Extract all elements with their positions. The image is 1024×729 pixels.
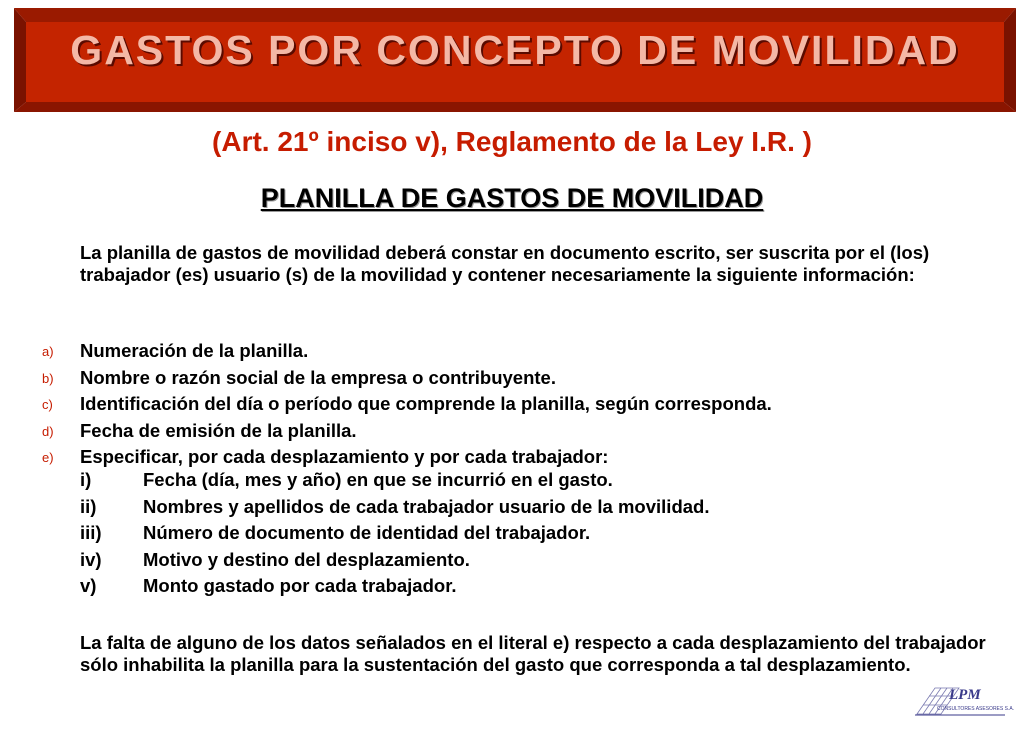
sub-list-item bbox=[0, 494, 1000, 521]
sub-list-text: Número de documento de identidad del trabajador. bbox=[143, 522, 591, 543]
logo-name: LPM bbox=[949, 687, 981, 703]
subtitle: (Art. 21º inciso v), Reglamento de la Ley I.R. ) bbox=[212, 126, 812, 157]
sub-list-item bbox=[0, 573, 1000, 600]
sub-list-number: iv) bbox=[80, 548, 102, 570]
logo-tagline: CONSULTORES ASESORES S.A. bbox=[937, 706, 1015, 712]
sub-list-text: Nombres y apellidos de cada trabajador usuario de la movilidad. bbox=[143, 495, 710, 517]
closing-paragraph: La falta de alguno de los datos señalados en el literal e) respecto a cada desplazamiento del trabajador sólo inhabilita la planilla para la sustentación del gasto que corresponda a tal desplazamiento. bbox=[80, 632, 986, 675]
sub-list-number: v) bbox=[80, 575, 97, 596]
list-letter: d) bbox=[42, 423, 54, 439]
list-letter: a) bbox=[42, 344, 54, 359]
list-item-text: Numeración de la planilla. bbox=[80, 340, 309, 361]
list-item bbox=[0, 418, 1000, 445]
list-item bbox=[0, 365, 1000, 392]
sub-list-number: ii) bbox=[80, 495, 97, 517]
sub-list-number: iii) bbox=[80, 522, 102, 543]
sub-list-number: i) bbox=[80, 469, 92, 490]
list-item-text: Identificación del día o período que comprende la planilla, según corresponda. bbox=[80, 393, 772, 414]
list-item-text: Nombre o razón social de la empresa o contribuyente. bbox=[80, 366, 556, 388]
title-banner bbox=[14, 8, 1016, 116]
list-item-text: Especificar, por cada desplazamiento y por cada trabajador: bbox=[80, 446, 609, 467]
sub-list-item bbox=[0, 520, 1000, 547]
requirements-list bbox=[0, 338, 1000, 471]
list-letter: c) bbox=[42, 397, 53, 412]
list-item bbox=[0, 391, 1000, 418]
section-heading: PLANILLA DE GASTOS DE MOVILIDAD bbox=[260, 183, 764, 213]
company-logo bbox=[915, 684, 1015, 718]
list-item bbox=[0, 338, 1000, 365]
sub-list-text: Monto gastado por cada trabajador. bbox=[143, 575, 457, 596]
sub-list-item bbox=[0, 547, 1000, 574]
worker-details-list bbox=[0, 467, 1000, 600]
sub-list-text: Fecha (día, mes y año) en que se incurrió en el gasto. bbox=[143, 469, 613, 490]
list-letter: e) bbox=[42, 450, 54, 465]
intro-paragraph: La planilla de gastos de movilidad deberá constar en documento escrito, ser suscrita por el (los) trabajador (es) usuario (s) de la movilidad y contener necesariamente la siguiente información: bbox=[80, 242, 930, 285]
page-title: GASTOS POR CONCEPTO DE MOVILIDAD bbox=[70, 27, 960, 73]
list-item-text: Fecha de emisión de la planilla. bbox=[80, 419, 357, 441]
list-letter: b) bbox=[42, 370, 54, 386]
sub-list-text: Motivo y destino del desplazamiento. bbox=[143, 548, 470, 570]
sub-list-item bbox=[0, 467, 1000, 494]
